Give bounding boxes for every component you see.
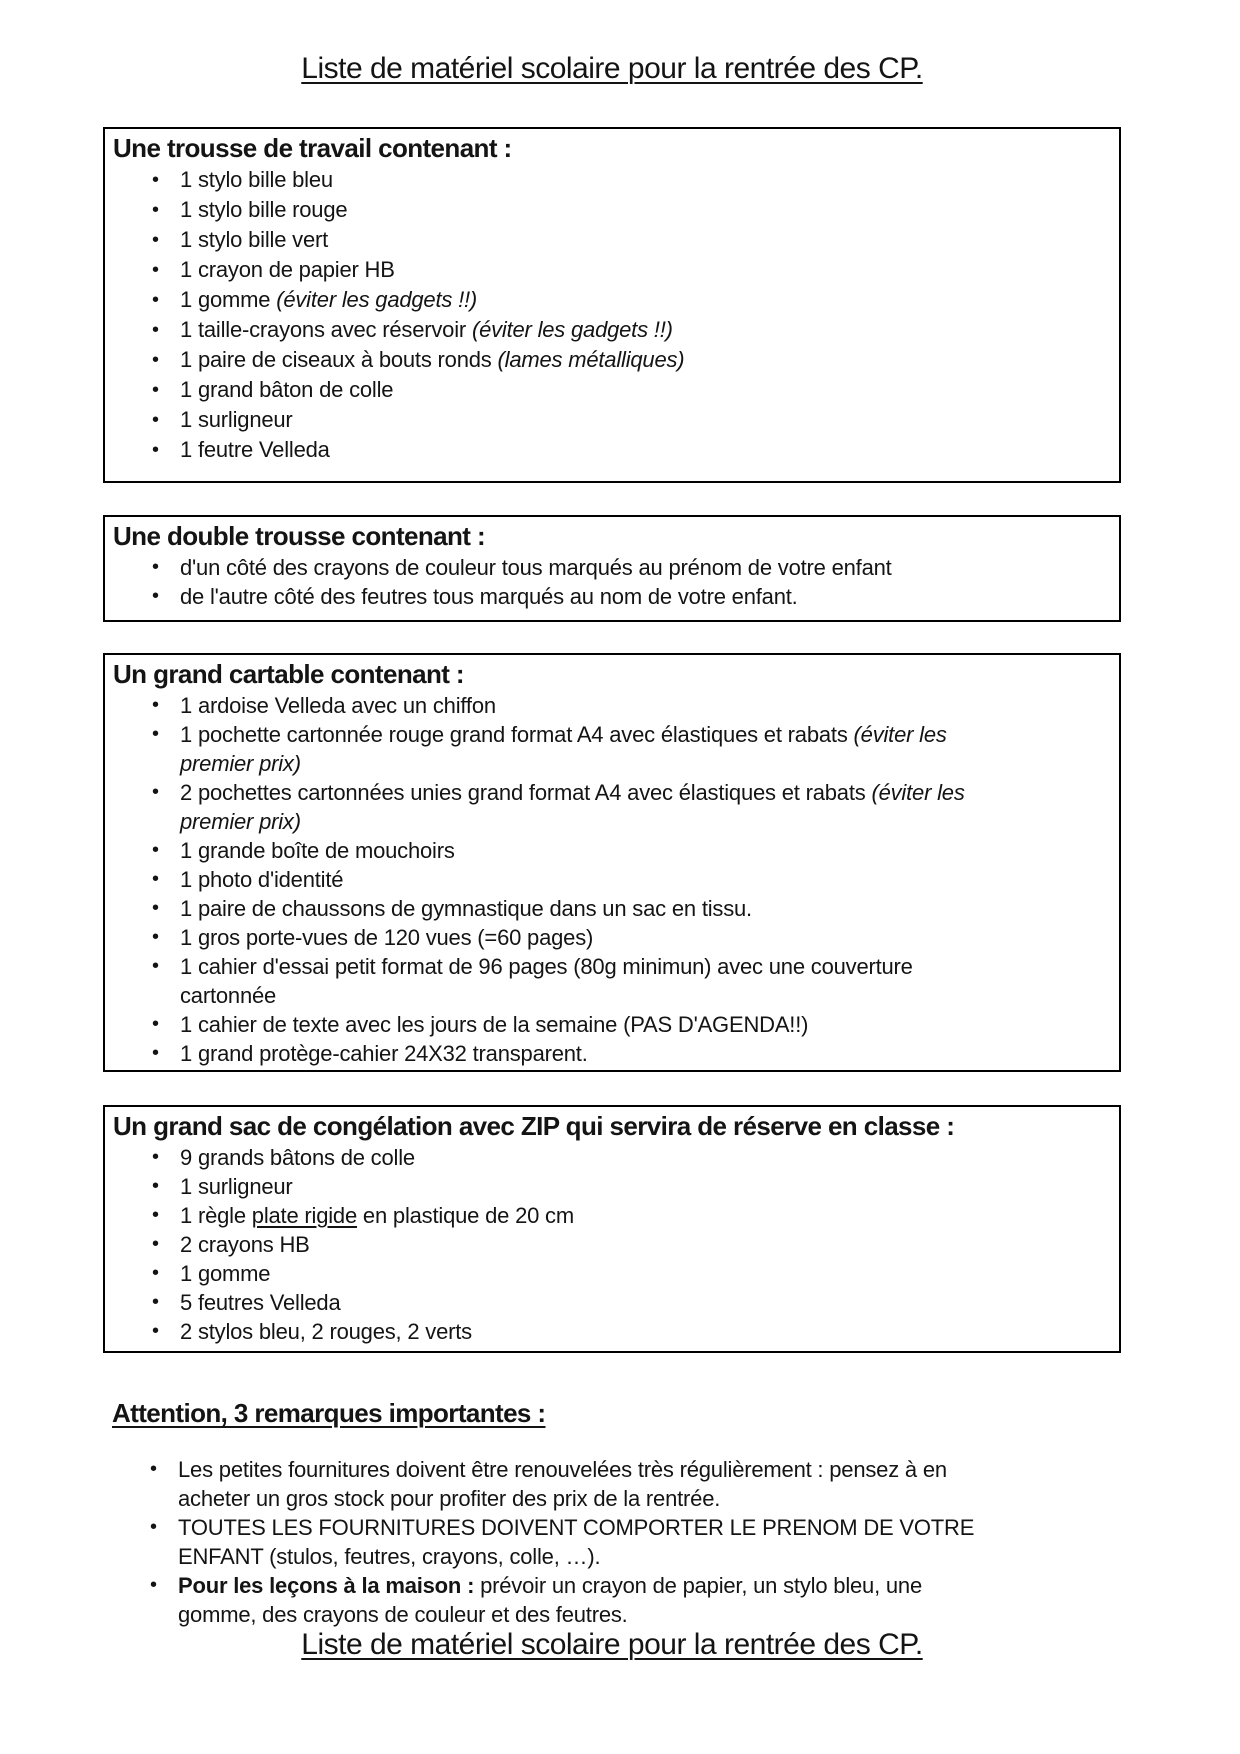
- text-segment: 1 règle: [180, 1203, 252, 1228]
- list-item: [152, 375, 1119, 405]
- text-segment: 1 paire de chaussons de gymnastique dans un sac en tissu.: [180, 896, 752, 921]
- text-segment: Les petites fournitures doivent être renouvelées très régulièrement : pensez à en: [178, 1457, 947, 1482]
- attention-item-list: [103, 1455, 1121, 1629]
- list-item: [152, 952, 1119, 1010]
- list-item: [152, 923, 1119, 952]
- text-segment: 1 crayon de papier HB: [180, 257, 395, 282]
- list-item: [152, 553, 1119, 582]
- list-item: [152, 1201, 1119, 1230]
- text-segment: Pour les leçons à la maison :: [178, 1573, 475, 1598]
- bullet-icon: •: [152, 259, 159, 281]
- list-item: [152, 1230, 1119, 1259]
- text-segment: cartonnée: [180, 983, 277, 1008]
- text-segment: ENFANT (stulos, feutres, crayons, colle, …).: [178, 1544, 601, 1569]
- text-segment: premier prix): [180, 751, 301, 776]
- bullet-icon: •: [150, 1516, 157, 1538]
- bullet-icon: •: [152, 319, 159, 341]
- attention-section: [103, 1455, 1121, 1629]
- box-grand-cartable: [103, 653, 1121, 1072]
- text-segment: en plastique de 20 cm: [357, 1203, 574, 1228]
- text-segment: 2 crayons HB: [180, 1232, 310, 1257]
- footer-title: Liste de matériel scolaire pour la rentrée des CP.: [301, 1628, 923, 1661]
- list-item: [152, 435, 1119, 465]
- list-item: [152, 225, 1119, 255]
- box-sac-congelation: [103, 1105, 1121, 1353]
- list-item: [152, 1259, 1119, 1288]
- list-item: [152, 345, 1119, 375]
- bullet-icon: •: [152, 723, 159, 745]
- list-item: [152, 894, 1119, 923]
- bullet-icon: •: [152, 868, 159, 890]
- bullet-icon: •: [152, 1262, 159, 1284]
- text-segment: 1 cahier de texte avec les jours de la semaine (PAS D'AGENDA!!): [180, 1012, 809, 1037]
- list-item: [152, 1288, 1119, 1317]
- list-item: [150, 1513, 1121, 1571]
- page-title: Liste de matériel scolaire pour la rentrée des CP.: [301, 52, 923, 85]
- bullet-icon: •: [152, 1291, 159, 1313]
- text-segment: acheter un gros stock pour profiter des prix de la rentrée.: [178, 1486, 721, 1511]
- bullet-icon: •: [152, 1204, 159, 1226]
- bullet-icon: •: [152, 1146, 159, 1168]
- bullet-icon: •: [152, 169, 159, 191]
- text-segment: 9 grands bâtons de colle: [180, 1145, 415, 1170]
- text-segment: 1 surligneur: [180, 1174, 293, 1199]
- text-segment: 1 stylo bille vert: [180, 227, 329, 252]
- text-segment: (lames métalliques): [497, 347, 685, 372]
- bullet-icon: •: [152, 694, 159, 716]
- bullet-icon: •: [152, 839, 159, 861]
- bullet-icon: •: [152, 1013, 159, 1035]
- bullet-icon: •: [152, 955, 159, 977]
- text-segment: 2 pochettes cartonnées unies grand format A4 avec élastiques et rabats: [180, 780, 872, 805]
- box-item-list: [105, 1143, 1119, 1346]
- box-double-trousse: [103, 515, 1121, 622]
- bullet-icon: •: [152, 1233, 159, 1255]
- text-segment: d'un côté des crayons de couleur tous marqués au prénom de votre enfant: [180, 555, 892, 580]
- bullet-icon: •: [152, 1175, 159, 1197]
- text-segment: 1 gros porte-vues de 120 vues (=60 pages): [180, 925, 594, 950]
- attention-heading: Attention, 3 remarques importantes :: [112, 1398, 546, 1428]
- list-item: [152, 165, 1119, 195]
- text-segment: 1 cahier d'essai petit format de 96 pages (80g minimun) avec une couverture: [180, 954, 913, 979]
- bullet-icon: •: [152, 556, 159, 578]
- text-segment: 1 grande boîte de mouchoirs: [180, 838, 455, 863]
- box-header: Une double trousse contenant :: [113, 521, 486, 551]
- bullet-icon: •: [152, 897, 159, 919]
- list-item: [152, 255, 1119, 285]
- text-segment: premier prix): [180, 809, 301, 834]
- bullet-icon: •: [152, 349, 159, 371]
- text-segment: gomme, des crayons de couleur et des feutres.: [178, 1602, 628, 1627]
- text-segment: 1 stylo bille rouge: [180, 197, 348, 222]
- list-item: [152, 691, 1119, 720]
- list-item: [152, 1143, 1119, 1172]
- text-segment: TOUTES LES FOURNITURES DOIVENT COMPORTER LE PRENOM DE VOTRE: [178, 1515, 975, 1540]
- text-segment: plate rigide: [251, 1203, 358, 1228]
- bullet-icon: •: [150, 1458, 157, 1480]
- text-segment: 1 taille-crayons avec réservoir: [180, 317, 472, 342]
- box-trousse-travail: [103, 127, 1121, 483]
- text-segment: 1 grand protège-cahier 24X32 transparent.: [180, 1041, 588, 1066]
- text-segment: 1 photo d'identité: [180, 867, 344, 892]
- text-segment: (éviter les: [871, 780, 965, 805]
- bullet-icon: •: [152, 585, 159, 607]
- list-item: [152, 1010, 1119, 1039]
- list-item: [152, 582, 1119, 611]
- text-segment: 1 surligneur: [180, 407, 293, 432]
- bullet-icon: •: [152, 409, 159, 431]
- bullet-icon: •: [152, 781, 159, 803]
- text-segment: 2 stylos bleu, 2 rouges, 2 verts: [180, 1319, 472, 1344]
- list-item: [152, 1039, 1119, 1068]
- list-item: [152, 195, 1119, 225]
- list-item: [152, 315, 1119, 345]
- bullet-icon: •: [152, 229, 159, 251]
- text-segment: (éviter les gadgets !!): [276, 287, 478, 312]
- text-segment: 1 paire de ciseaux à bouts ronds: [180, 347, 498, 372]
- text-segment: prévoir un crayon de papier, un stylo bleu, une: [474, 1573, 923, 1598]
- text-segment: 1 grand bâton de colle: [180, 377, 394, 402]
- bullet-icon: •: [152, 379, 159, 401]
- text-segment: 5 feutres Velleda: [180, 1290, 341, 1315]
- bullet-icon: •: [152, 926, 159, 948]
- list-item: [152, 778, 1119, 836]
- bullet-icon: •: [152, 439, 159, 461]
- text-segment: 1 gomme: [180, 287, 277, 312]
- box-header: Un grand sac de congélation avec ZIP qui servira de réserve en classe :: [113, 1111, 955, 1141]
- text-segment: 1 gomme: [180, 1261, 271, 1286]
- box-item-list: [105, 691, 1119, 1068]
- box-item-list: [105, 553, 1119, 611]
- list-item: [152, 285, 1119, 315]
- text-segment: 1 stylo bille bleu: [180, 167, 333, 192]
- text-segment: 1 feutre Velleda: [180, 437, 330, 462]
- list-item: [152, 405, 1119, 435]
- bullet-icon: •: [152, 199, 159, 221]
- box-header: Une trousse de travail contenant :: [113, 133, 512, 163]
- bullet-icon: •: [152, 1320, 159, 1342]
- list-item: [150, 1455, 1121, 1513]
- list-item: [152, 1317, 1119, 1346]
- box-header: Un grand cartable contenant :: [113, 659, 464, 689]
- text-segment: 1 pochette cartonnée rouge grand format A4 avec élastiques et rabats: [180, 722, 854, 747]
- text-segment: 1 ardoise Velleda avec un chiffon: [180, 693, 496, 718]
- list-item: [152, 865, 1119, 894]
- list-item: [152, 720, 1119, 778]
- list-item: [150, 1571, 1121, 1629]
- bullet-icon: •: [152, 1042, 159, 1064]
- text-segment: de l'autre côté des feutres tous marqués au nom de votre enfant.: [180, 584, 798, 609]
- text-segment: (éviter les: [853, 722, 947, 747]
- bullet-icon: •: [152, 289, 159, 311]
- list-item: [152, 836, 1119, 865]
- text-segment: (éviter les gadgets !!): [471, 317, 673, 342]
- bullet-icon: •: [150, 1574, 157, 1596]
- box-item-list: [105, 165, 1119, 465]
- list-item: [152, 1172, 1119, 1201]
